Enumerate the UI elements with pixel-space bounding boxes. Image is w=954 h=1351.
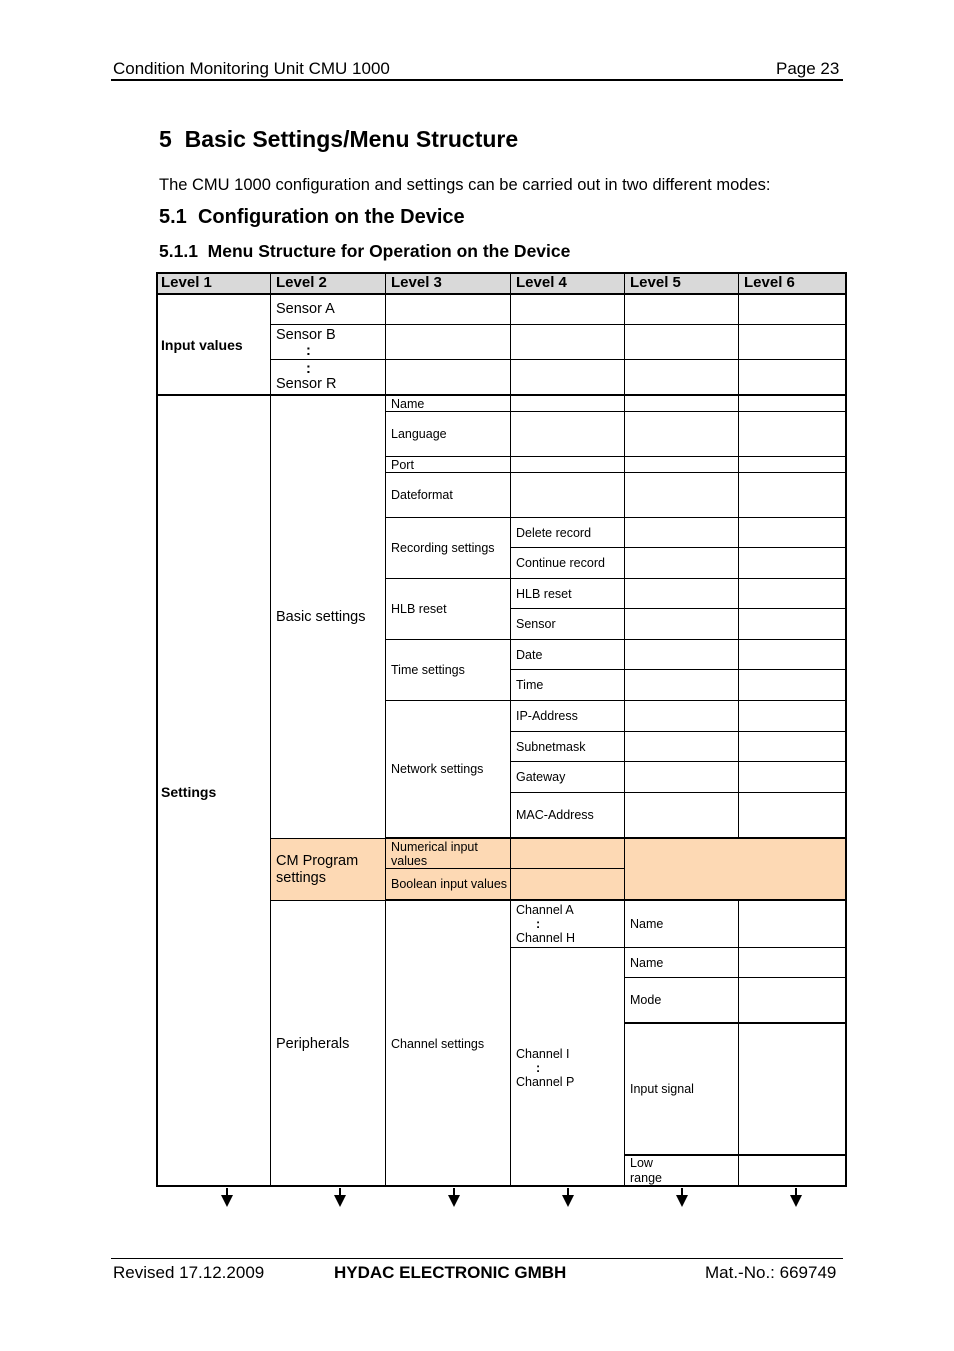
level3-boolean-input-values: Boolean input values [386,869,511,901]
down-arrow-icon [221,1188,233,1207]
level5-low-range [625,1156,739,1187]
header-level-1: Level 1 [156,272,271,295]
level3-language: Language [386,412,511,457]
subsection-title: Configuration on the Device [197,206,465,228]
down-arrow-icon [448,1188,460,1207]
level4-hlb-reset: HLB reset [511,579,625,609]
empty-cell [625,670,739,701]
level4-ip-address: IP-Address [511,701,625,732]
empty-cell [511,457,625,473]
empty-cell [739,1024,847,1156]
empty-cell [625,457,739,473]
empty-cell [739,360,847,396]
empty-cell [625,325,739,360]
menu-structure-table [156,272,847,1187]
level3-recording-settings: Recording settings [386,518,511,579]
empty-cell [739,579,847,609]
empty-cell [625,473,739,518]
empty-cell [386,295,511,325]
sensor-b-label: Sensor B [276,326,336,343]
down-arrow-icon [676,1188,688,1207]
level3-port: Port [386,457,511,473]
empty-cell [739,609,847,640]
header-level-4: Level 4 [511,272,625,295]
level3-channel-settings: Channel settings [386,901,511,1187]
empty-cell [625,762,739,793]
empty-cell [625,793,739,838]
empty-cell [739,1156,847,1187]
level4-subnetmask: Subnetmask [511,732,625,762]
level3-time-settings: Time settings [386,640,511,701]
empty-cell [625,701,739,732]
empty-cell [386,325,511,360]
empty-cell [739,948,847,978]
empty-cell [739,518,847,548]
ellipsis-colon: : [306,360,311,377]
empty-cell [739,701,847,732]
empty-cell [625,295,739,325]
section-title: Basic Settings/Menu Structure [184,126,519,152]
material-number: Mat.-No.: 669749 [705,1263,837,1282]
empty-cell [511,838,625,869]
level2-sensor-a: Sensor A [271,295,386,325]
subsection-heading [159,206,465,229]
channel-h-label: Channel H [516,931,576,945]
down-arrow-icon [790,1188,802,1207]
ellipsis-colon: : [536,917,541,931]
subsubsection-number: 5.1.1 [159,241,198,261]
empty-cell [739,793,847,838]
empty-cell [739,732,847,762]
subsection-number: 5.1 [159,206,187,228]
level1-settings: Settings [156,396,271,1187]
level4-channel-a-h [511,901,625,948]
header-rule [111,79,843,81]
empty-cell [739,548,847,579]
level3-dateformat: Dateformat [386,473,511,518]
empty-cell [625,640,739,670]
channel-a-label: Channel A [516,903,574,917]
empty-cell [625,579,739,609]
level2-cm-program-settings: CM Program settings [271,838,386,901]
level3-network-settings: Network settings [386,701,511,838]
level4-gateway: Gateway [511,762,625,793]
empty-cell [739,396,847,412]
empty-merged-cell [625,838,847,901]
channel-i-label: Channel I [516,1046,570,1061]
revision-date: Revised 17.12.2009 [113,1263,265,1282]
level4-mac-address: MAC-Address [511,793,625,838]
empty-cell [739,762,847,793]
sensor-r-label: Sensor R [276,375,337,392]
empty-cell [511,360,625,396]
level2-peripherals: Peripherals [271,901,386,1187]
level5-name: Name [625,901,739,948]
empty-cell [625,396,739,412]
level2-sensor-r [271,360,386,396]
header-level-5: Level 5 [625,272,739,295]
subsubsection-title: Menu Structure for Operation on the Device [207,241,571,261]
footer-rule [111,1258,843,1259]
down-arrow-icon [562,1188,574,1207]
level4-continue-record: Continue record [511,548,625,579]
level4-time: Time [511,670,625,701]
header-level-6: Level 6 [739,272,847,295]
empty-cell [625,360,739,396]
intro-paragraph: The CMU 1000 configuration and settings can be carried out in two different modes: [159,176,771,194]
down-arrow-icon [334,1188,346,1207]
company-name: HYDAC ELECTRONIC GMBH [334,1263,567,1282]
empty-cell [739,457,847,473]
ellipsis-colon: : [536,1060,541,1075]
level4-sensor: Sensor [511,609,625,640]
level4-channel-i-p [511,948,625,1187]
empty-cell [739,412,847,457]
level4-date: Date [511,640,625,670]
ellipsis-colon: : [306,342,311,359]
empty-cell [739,295,847,325]
subsubsection-heading [159,241,570,262]
page-number: Page 23 [776,59,840,78]
header-level-2: Level 2 [271,272,386,295]
empty-cell [511,869,625,901]
level2-sensor-b [271,325,386,360]
level3-name: Name [386,396,511,412]
empty-cell [739,670,847,701]
empty-cell [739,978,847,1024]
section-heading [159,126,518,153]
level1-input-values: Input values [156,295,271,396]
empty-cell [739,473,847,518]
level5-input-signal: Input signal [625,1024,739,1156]
document-title: Condition Monitoring Unit CMU 1000 [113,59,390,78]
empty-cell [625,412,739,457]
level3-numerical-input-values: Numerical input values [386,838,511,869]
empty-cell [511,473,625,518]
empty-cell [386,360,511,396]
empty-cell [511,412,625,457]
header-level-3: Level 3 [386,272,511,295]
empty-cell [625,609,739,640]
level2-basic-settings: Basic settings [271,396,386,838]
empty-cell [511,396,625,412]
empty-cell [625,732,739,762]
level5-name: Name [625,948,739,978]
empty-cell [625,548,739,579]
level5-mode: Mode [625,978,739,1024]
channel-p-label: Channel P [516,1074,575,1089]
empty-cell [739,325,847,360]
section-number: 5 [159,126,172,152]
empty-cell [625,518,739,548]
low-range-label: Low range [630,1156,662,1185]
empty-cell [739,901,847,948]
empty-cell [739,640,847,670]
empty-cell [511,295,625,325]
empty-cell [511,325,625,360]
level3-hlb-reset: HLB reset [386,579,511,640]
level4-delete-record: Delete record [511,518,625,548]
